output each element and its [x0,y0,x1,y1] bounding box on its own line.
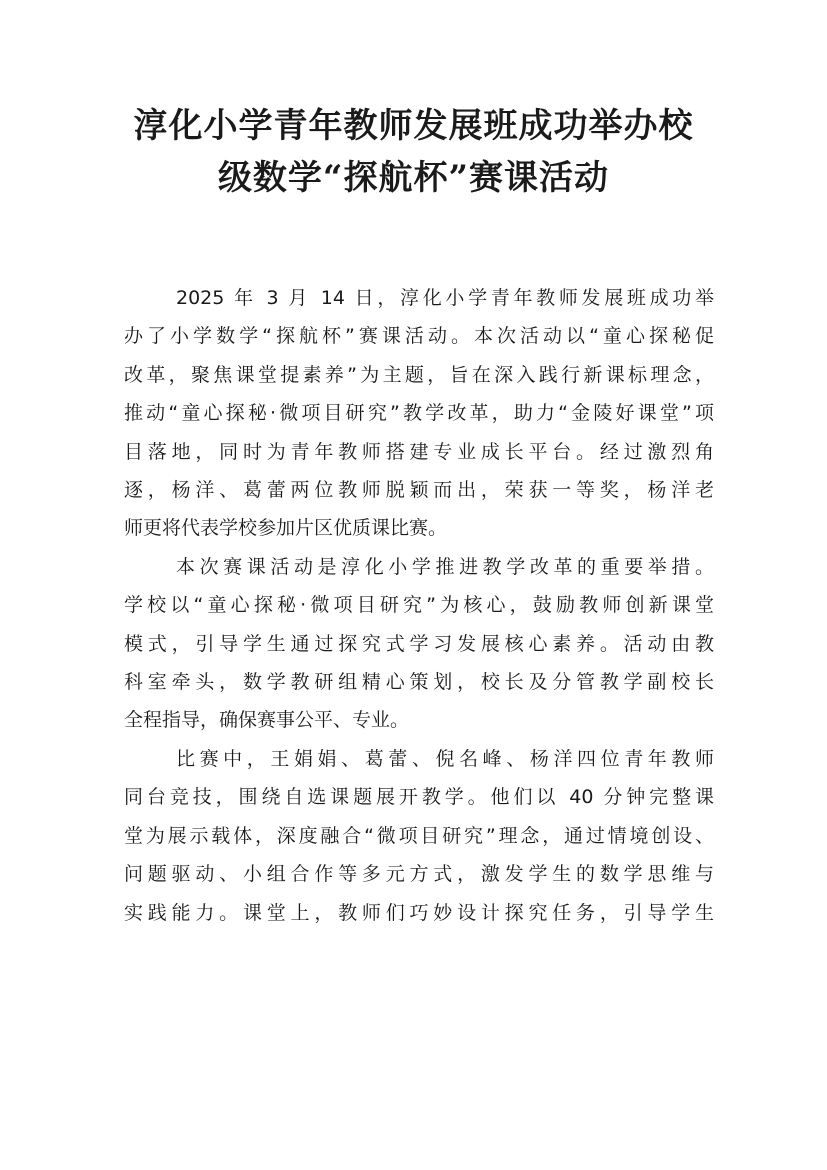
paragraph-line: 全程指导，确保赛事公平、专业。 [124,709,410,732]
paragraph-2 [124,548,714,740]
paragraph-line: 办了小学数学“探航杯”赛课活动。本次活动以“童心探秘促 [124,325,714,348]
paragraph-3 [124,740,714,932]
paragraph-line: 比赛中，王娟娟、葛蕾、倪名峰、杨洋四位青年教师 [176,747,714,770]
document-title [0,100,827,204]
paragraph-line: 问题驱动、小组合作等多元方式，激发学生的数学思维与 [124,863,714,886]
paragraph-line: 本次赛课活动是淳化小学推进教学改革的重要举措。 [176,555,714,578]
paragraph-line: 推动“童心探秘·微项目研究”教学改革，助力“金陵好课堂”项 [124,402,714,425]
document-body [124,279,714,932]
paragraph-line: 学校以“童心探秘·微项目研究”为核心，鼓励教师创新课堂 [124,594,714,617]
paragraph-line: 实践能力。课堂上，教师们巧妙设计探究任务，引导学生 [124,901,714,924]
paragraph-line: 堂为展示载体，深度融合“微项目研究”理念，通过情境创设、 [124,824,714,847]
paragraph-line: 师更将代表学校参加片区优质课比赛。 [124,517,448,540]
paragraph-line: 改革，聚焦课堂提素养”为主题，旨在深入践行新课标理念， [124,363,714,386]
paragraph-line: 模式，引导学生通过探究式学习发展核心素养。活动由教 [124,632,714,655]
paragraph-line: 同台竞技，围绕自选课题展开教学。他们以 40 分钟完整课 [124,786,714,809]
paragraph-line: 2025 年 3 月 14 日，淳化小学青年教师发展班成功举 [176,287,714,309]
paragraph-line: 逐，杨洋、葛蕾两位教师脱颖而出，荣获一等奖，杨洋老 [124,479,714,502]
paragraph-line: 科室牵头，数学教研组精心策划，校长及分管教学副校长 [124,671,714,694]
title-line-1: 淳化小学青年教师发展班成功举办校 [133,106,694,146]
title-line-2: 级数学“探航杯”赛课活动 [217,158,610,198]
paragraph-line: 目落地，同时为青年教师搭建专业成长平台。经过激烈角 [124,440,714,463]
paragraph-1 [124,279,714,548]
